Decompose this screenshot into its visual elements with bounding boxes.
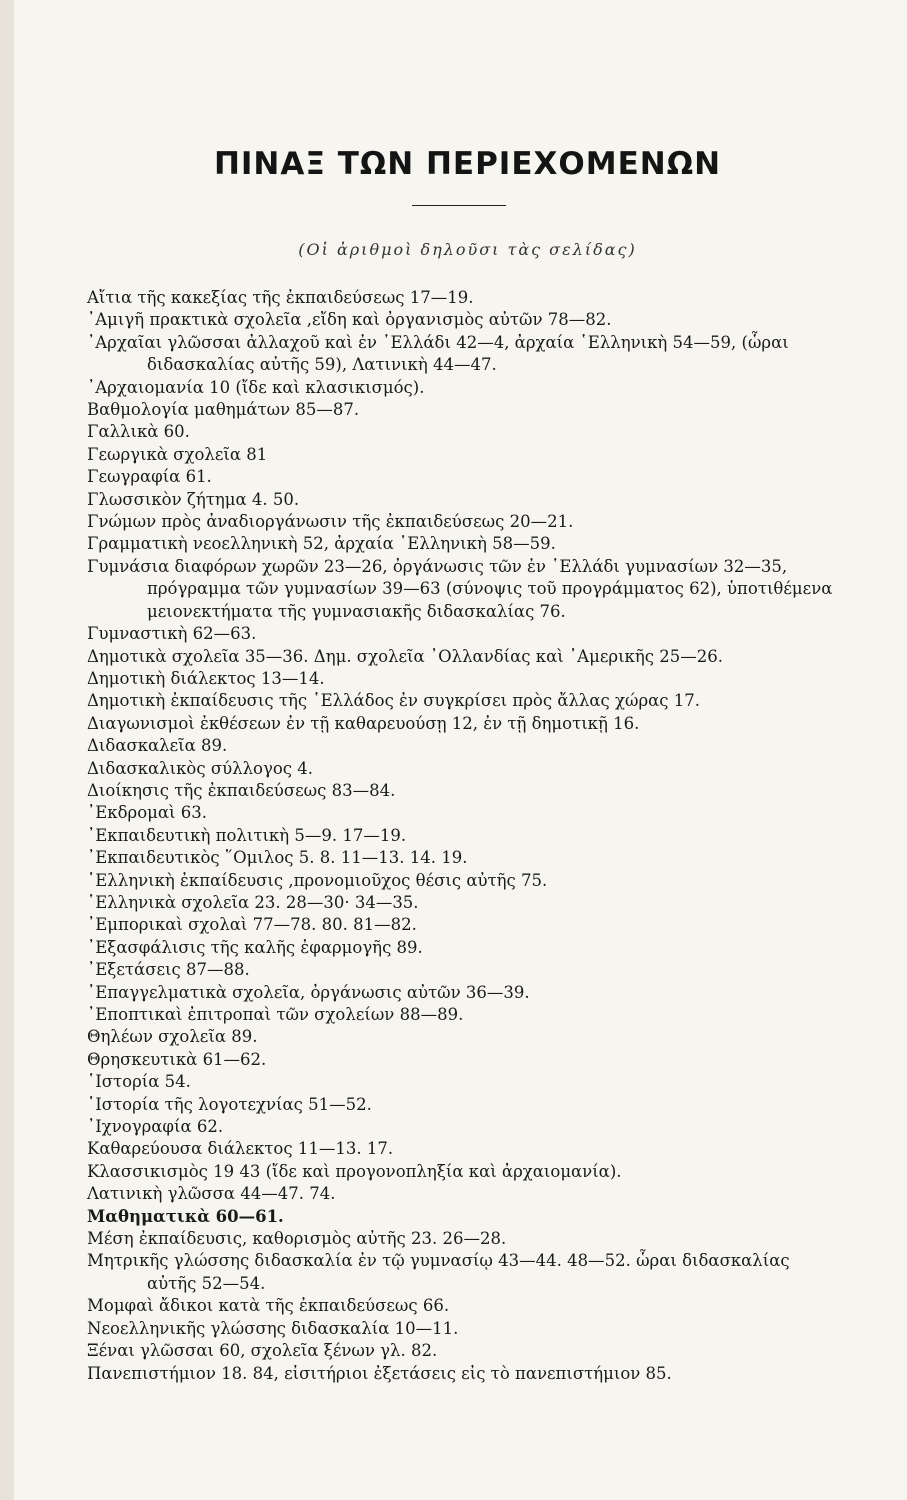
index-entry: ῾Ιστορία τῆς λογοτεχνίας 51—52.	[87, 1094, 372, 1114]
title-divider	[412, 205, 506, 206]
index-entry: Γεωργικὰ σχολεῖα 81	[87, 444, 268, 464]
page-subtitle: (Οἱ ἀριθμοὶ δηλοῦσι τὰς σελίδας)	[298, 240, 637, 259]
index-entry: Νεοελληνικῆς γλώσσης διδασκαλία 10—11.	[87, 1318, 459, 1338]
index-entry: Θρησκευτικὰ 61—62.	[87, 1049, 267, 1069]
index-entry: ᾿Εποπτικαὶ ἐπιτροπαὶ τῶν σχολείων 88—89.	[87, 1005, 464, 1024]
index-entry: Δημοτικὴ διάλεκτος 13—14.	[87, 668, 325, 688]
index-entry: ᾿Αρχαιομανία 10 (ἴδε καὶ κλασικισμός).	[87, 377, 425, 397]
index-entry: Γλωσσικὸν ζήτημα 4. 50.	[87, 489, 300, 509]
index-entry: Δημοτικὴ ἐκπαίδευσις τῆς ῾Ελλάδος ἐν συγκρίσει πρὸς ἄλλας χώρας 17.	[87, 691, 701, 711]
index-entry: Μέση ἐκπαίδευσις, καθορισμὸς αὐτῆς 23. 26—28.	[87, 1229, 507, 1249]
index-entry: Διδασκαλεῖα 89.	[87, 736, 228, 756]
index-entry: Γραμματικὴ νεοελληνικὴ 52, ἀρχαία ῾Ελληνικὴ 58—59.	[87, 534, 556, 554]
index-entry: ᾿Αμιγῆ πρακτικὰ σχολεῖα ,εἴδη καὶ ὀργανισμὸς αὐτῶν 78—82.	[87, 310, 612, 330]
index-entry: Γνώμων πρὸς ἀναδιοργάνωσιν τῆς ἐκπαιδεύσεως 20—21.	[87, 512, 574, 532]
page-title: ΠΙΝΑΞ ΤΩΝ ΠΕΡΙΕΧΟΜΕΝΩΝ	[213, 146, 722, 182]
index-entry: Μαθηματικὰ 60—61.	[87, 1206, 284, 1226]
index-entry: ᾿Εμπορικαὶ σχολαὶ 77—78. 80. 81—82.	[87, 915, 417, 935]
index-entry: ᾿Εκπαιδευτικὴ πολιτικὴ 5—9. 17—19.	[87, 825, 407, 845]
index-entry: Γαλλικὰ 60.	[87, 422, 190, 442]
index-entry: Μητρικῆς γλώσσης διδασκαλία ἐν τῷ γυμνασίῳ 43—44. 48—52. ὧραι διδασκαλίας αὐτῆς 52—54.	[87, 1251, 790, 1293]
index-entry: Ξέναι γλῶσσαι 60, σχολεῖα ξένων γλ. 82.	[87, 1341, 438, 1361]
index-entry: ᾿Ιχνογραφία 62.	[87, 1117, 224, 1137]
index-entry: Βαθμολογία μαθημάτων 85—87.	[87, 400, 360, 420]
index-entry: Μομφαὶ ἄδικοι κατὰ τῆς ἐκπαιδεύσεως 66.	[87, 1296, 450, 1316]
index-entry: Δημοτικὰ σχολεῖα 35—36. Δημ. σχολεῖα ᾿Ολλανδίας καὶ ᾿Αμερικῆς 25—26.	[87, 646, 723, 666]
index-entry: ᾿Εξασφάλισις τῆς καλῆς ἐφαρμογῆς 89.	[87, 937, 423, 957]
index-entry: Διδασκαλικὸς σύλλογος 4.	[87, 758, 314, 778]
index-entry: ᾿Εξετάσεις 87—88.	[87, 960, 250, 980]
index-entry: Λατινικὴ γλῶσσα 44—47. 74.	[87, 1184, 336, 1204]
index-entry: Διοίκησις τῆς ἐκπαιδεύσεως 83—84.	[87, 780, 396, 800]
index-entry: Κλασσικισμὸς 19 43 (ἴδε καὶ προγονοπληξία καὶ ἀρχαιομανία).	[87, 1161, 622, 1181]
index-entry: Γυμνάσια διαφόρων χωρῶν 23—26, ὀργάνωσις τῶν ἐν ῾Ελλάδι γυμνασίων 32—35, πρόγραμμα τῶν γυμνασίων 39—63 (σύνοψις τοῦ προγράμματος 62), ὑποτιθέμενα μειονεκτήματα τῆς γυμνασιακῆς διδασκαλίας 76.	[87, 556, 833, 621]
index-entry: ᾿Εκδρομαὶ 63.	[87, 803, 207, 823]
index-entry: Θηλέων σχολεῖα 89.	[87, 1027, 258, 1047]
index-entry: ᾿Επαγγελματικὰ σχολεῖα, ὀργάνωσις αὐτῶν 36—39.	[87, 982, 530, 1002]
index-entry: Καθαρεύουσα διάλεκτος 11—13. 17.	[87, 1139, 394, 1159]
index-entry: ῾Ιστορία 54.	[87, 1072, 191, 1092]
index-entry: ᾿Αρχαῖαι γλῶσσαι ἀλλαχοῦ καὶ ἐν ῾Ελλάδι 42—4, ἀρχαία ῾Ελληνικὴ 54—59, (ὧραι διδασκαλίας αὐτῆς 59), Λατινικὴ 44—47.	[87, 332, 789, 375]
index-entry: Διαγωνισμοὶ ἐκθέσεων ἐν τῇ καθαρευούσῃ 12, ἐν τῇ δημοτικῇ 16.	[87, 713, 640, 733]
index-list	[87, 287, 837, 1385]
index-entry: Γυμναστικὴ 62—63.	[87, 624, 257, 644]
index-entry: Πανεπιστήμιον 18. 84, εἰσιτήριοι ἐξετάσεις εἰς τὸ πανεπιστήμιον 85.	[87, 1363, 672, 1383]
index-entry: ᾿Εκπαιδευτικὸς ῞Ομιλος 5. 8. 11—13. 14. 19.	[87, 848, 468, 868]
index-entry: Αἴτια τῆς κακεξίας τῆς ἐκπαιδεύσεως 17—19.	[87, 288, 474, 307]
index-entry: ῾Ελληνικὴ ἐκπαίδευσις ,προνομιοῦχος θέσις αὐτῆς 75.	[87, 870, 548, 890]
index-entry: ῾Ελληνικὰ σχολεῖα 23. 28—30· 34—35.	[87, 892, 419, 912]
index-entry: Γεωγραφία 61.	[87, 467, 212, 487]
